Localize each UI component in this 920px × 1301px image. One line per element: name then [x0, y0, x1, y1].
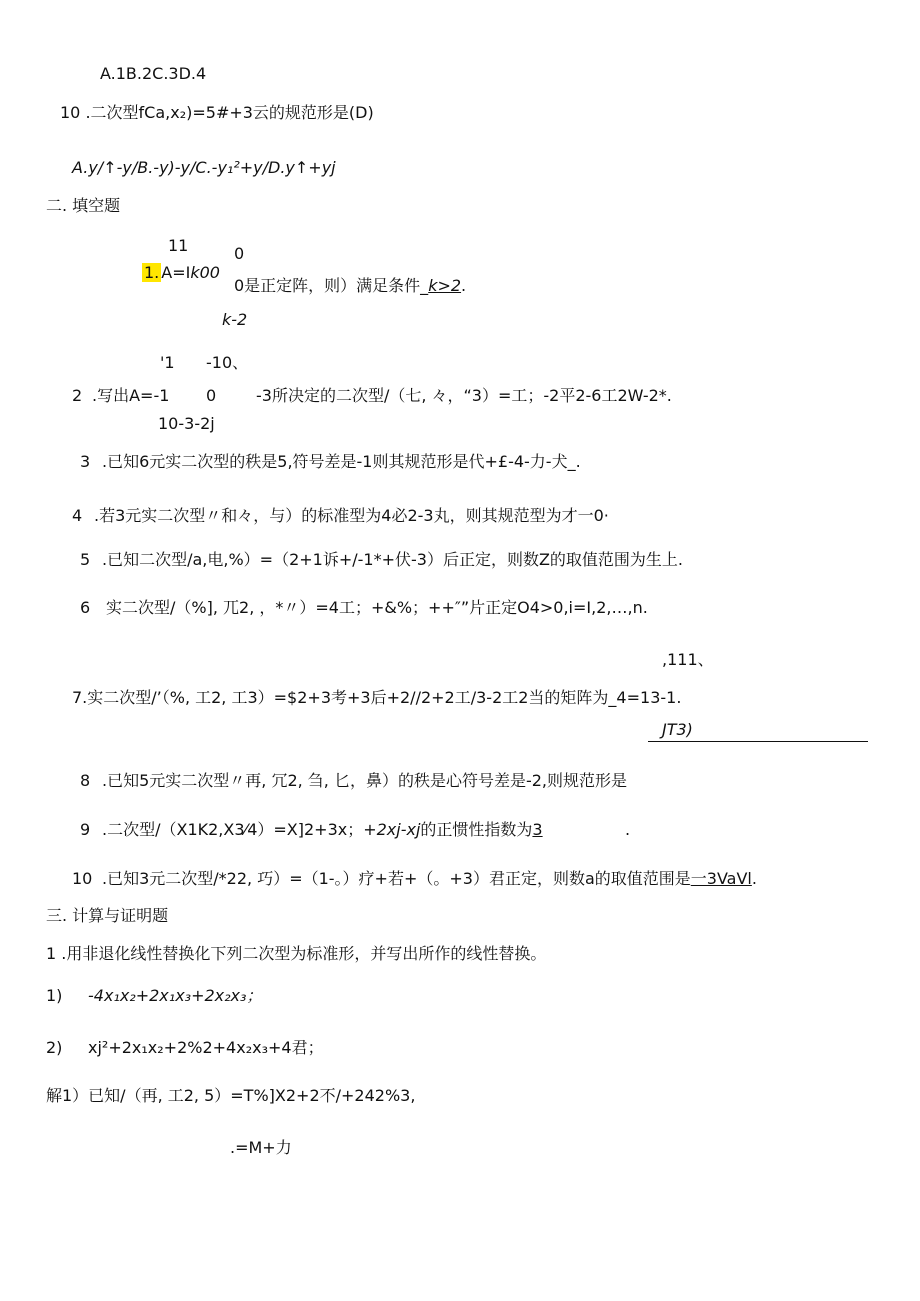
fill-q2-lead: .写出A=-1: [92, 386, 170, 405]
fill-q10-number: 10: [72, 869, 93, 888]
fill-q3-text: .已知6元实二次型的秩是5,符号差是-1则其规范形是代+£-4-力-犬_.: [102, 452, 581, 471]
fill-q9-answer: 3: [532, 820, 543, 839]
fill-q9-text: .二次型/（X1K2,X3⁄4）=X]2+3x；: [102, 820, 364, 839]
section-title-calc: 三. 计算与证明题: [46, 906, 169, 925]
fill-q2-number: 2: [72, 386, 83, 405]
fill-q4-number: 4: [72, 506, 83, 525]
fill-q1-answer: k>2: [428, 276, 462, 295]
fill-q7-answer-line: [648, 741, 868, 742]
fill-q1-matrix-row: k00: [190, 263, 220, 282]
fill-q2-row3: 10-3-2j: [158, 414, 215, 433]
q10-options: A.y/↑-y/B.-y)-y/C.-y₁²+y/D.y↑+yj: [72, 158, 336, 177]
fill-q5-number: 5: [80, 550, 91, 569]
fill-q1-matrix-name: A=I: [161, 263, 191, 282]
fill-q6-text: 实二次型/（%], 兀2, ，*〃）=4工；+&%；++″”片正定O4>0,i=I,2,…,n.: [106, 598, 648, 617]
fill-q7-matrix-top: ,111、: [662, 650, 714, 669]
fill-q10-statement: [102, 869, 757, 889]
fill-q9-text2: 的正惯性指数为: [420, 820, 533, 839]
fill-q9-end: .: [625, 820, 631, 839]
section-title-fill: 二. 填空题: [46, 196, 121, 215]
fill-q2-text: -3所决定的二次型/（七, 々，“3）=工；-2平2-6工2W-2*.: [256, 386, 672, 405]
q10-stem: 10 .二次型fCa,x₂)=5#+3云的规范形是(D): [60, 103, 374, 122]
calc-solution-line2: .=M+力: [230, 1138, 292, 1157]
fill-q10-text: .已知3元二次型/*22, 巧）=（1-。）疗+若+（。+3）君正定，则数a的取值范围是: [102, 869, 691, 888]
fill-q10-answer: 一3VaVl: [690, 869, 752, 888]
fill-q2-row1-b: -10、: [206, 353, 249, 372]
fill-q2-mid: 0: [206, 386, 217, 405]
fill-q9-italic: +2xj-xj: [363, 820, 421, 839]
fill-q1-number: 1.: [144, 263, 160, 282]
fill-q1-matrix-top: 11: [168, 236, 189, 255]
fill-q9-number: 9: [80, 820, 91, 839]
calc-part2-label: 2): [46, 1038, 63, 1057]
calc-part1-label: 1): [46, 986, 63, 1005]
fill-q1-statement: [234, 276, 466, 296]
fill-q1-zero-top: 0: [234, 244, 245, 263]
fill-q1-matrix-bottom: k-2: [222, 310, 248, 329]
fill-q7-matrix-bottom: JT3): [662, 720, 693, 739]
fill-q4-text: .若3元实二次型〃和々，与）的标准型为4必2-3丸，则其规范型为才一0·: [94, 506, 609, 525]
calc-part2-expr: xj²+2x₁x₂+2%2+4x₂x₃+4君；: [88, 1038, 324, 1057]
fill-q3-number: 3: [80, 452, 91, 471]
fill-q9-statement: [102, 820, 622, 840]
fill-q2-row1-a: '1: [160, 353, 175, 372]
calc-part1-expr: -4x₁x₂+2x₁x₃+2x₂x₃；: [88, 986, 263, 1005]
fill-q7-text: 7.实二次型/’（%, 工2, 工3）=$2+3考+3后+2//2+2工/3-2工2当的矩阵为_4=13-1.: [72, 688, 682, 707]
calc-solution: 解1）已知/（再, 工2, 5）=T%]X2+2不/+242%3,: [46, 1086, 416, 1105]
fill-q6-number: 6: [80, 598, 91, 617]
fill-q1-end: .: [461, 276, 467, 295]
calc-q1: 1 .用非退化线性替换化下列二次型为标准形，并写出所作的线性替换。: [46, 944, 547, 963]
fill-q1-lead: [142, 263, 220, 283]
fill-q8-text: .已知5元实二次型〃再, 冗2, 刍, 匕，鼻）的秩是心符号差是-2,则规范形是: [102, 771, 628, 790]
fill-q5-text: .已知二次型/a,电,%）=（2+1诉+/-1*+伏-3）后正定，则数Z的取值范围为生上.: [102, 550, 683, 569]
q9-options: A.1B.2C.3D.4: [100, 64, 207, 83]
fill-q1-text: 0是正定阵，则）满足条件_: [234, 276, 429, 295]
fill-q10-end: .: [751, 869, 757, 888]
fill-q8-number: 8: [80, 771, 91, 790]
